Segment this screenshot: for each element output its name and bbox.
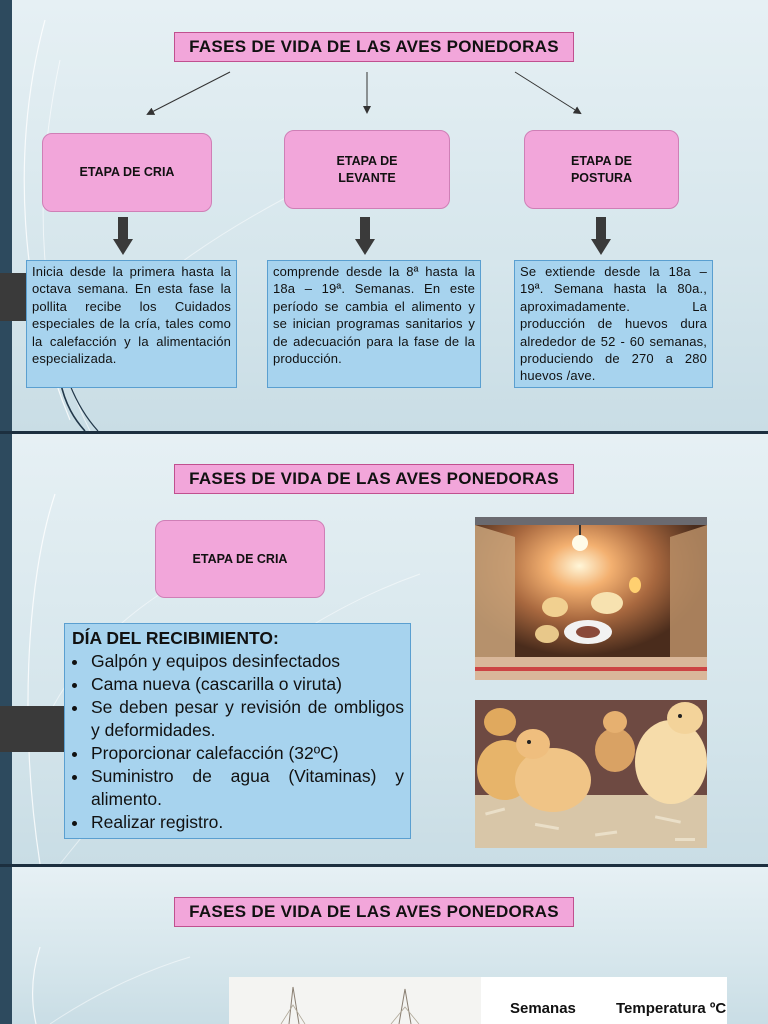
left-tab: [0, 706, 64, 752]
slide-title: FASES DE VIDA DE LAS AVES PONEDORAS: [174, 32, 574, 62]
down-arrow-icon: [591, 217, 611, 255]
list-item: • Cama nueva (cascarilla o viruta): [89, 673, 404, 696]
left-accent-bar: [0, 0, 12, 431]
slide-3: [0, 867, 768, 1024]
brooder-photo: [475, 517, 707, 680]
temperature-table: [481, 977, 727, 1024]
slide-title: FASES DE VIDA DE LAS AVES PONEDORAS: [174, 464, 574, 494]
stage-levante-description: comprende desde la 8ª hasta la 18a – 19ª. Semanas. En este período se cambia el alimento y se inician programas sanitarios y de adecuación para la fase de la producción.: [267, 260, 481, 388]
table-header-temperature: Temperatura ºC: [616, 1000, 727, 1017]
lamp-photo: [229, 977, 481, 1024]
list-item: • Galpón y equipos desinfectados: [89, 650, 404, 673]
checklist-heading: DÍA DEL RECIBIMIENTO:: [72, 628, 279, 648]
left-accent-bar: [0, 867, 12, 1024]
slide-2: [0, 434, 768, 864]
list-item: • Realizar registro.: [89, 811, 404, 834]
down-arrow-icon: [113, 217, 133, 255]
list-item: • Proporcionar calefacción (32ºC): [89, 742, 404, 765]
reception-day-checklist: [64, 623, 411, 839]
list-item: • Suministro de agua (Vitaminas) y alimento.: [89, 765, 404, 811]
down-arrow-icon: [355, 217, 375, 255]
slide-title: FASES DE VIDA DE LAS AVES PONEDORAS: [174, 897, 574, 927]
stage-postura-description: Se extiende desde la 18a – 19ª. Semana hasta la 80a., aproximadamente. La producción de huevos dura alrededor de 52 - 60 semanas, produciendo de 270 a 280 huevos /ave.: [514, 260, 713, 388]
table-header-weeks: Semanas: [510, 1000, 576, 1017]
stage-cria-description: Inicia desde la primera hasta la octava semana. En esta fase la pollita recibe los Cuidados especiales de la cría, tales como la calefacción y la alimentación especializada.: [26, 260, 237, 388]
stage-cria-box: ETAPA DE CRIA: [42, 133, 212, 212]
left-accent-bar: [0, 434, 12, 864]
stage-postura-box: ETAPA DE POSTURA: [524, 130, 679, 209]
left-tab: [0, 273, 28, 321]
stage-cria-box: ETAPA DE CRIA: [155, 520, 325, 598]
chicks-photo: [475, 700, 707, 848]
list-item: • Se deben pesar y revisión de ombligos y deformidades.: [89, 696, 404, 742]
checklist-items: [72, 650, 404, 834]
slide-1: [0, 0, 768, 431]
stage-levante-box: ETAPA DE LEVANTE: [284, 130, 450, 209]
